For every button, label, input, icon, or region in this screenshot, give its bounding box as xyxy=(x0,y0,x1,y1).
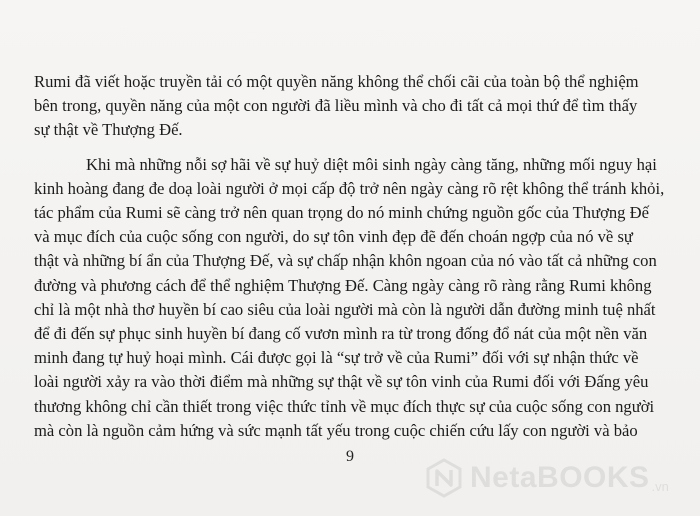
text-line: kinh hoàng đang đe doạ loài người ở mọi cấp độ trở nên ngày càng rõ rệt không thể tránh khỏi, xyxy=(34,178,665,198)
text-line: mà còn là nguồn cảm hứng và sức mạnh tất yếu trong cuộc chiến cứu lấy con người và bảo xyxy=(34,420,638,440)
text-line: chỉ là một nhà thơ huyền bí cao siêu của loài người mà còn là người dẫn đường minh tuệ nhất xyxy=(34,299,656,319)
n-hexagon-logo-icon xyxy=(424,458,464,498)
watermark xyxy=(424,452,692,504)
paragraph-1 xyxy=(34,70,680,143)
text-line: Khi mà những nỗi sợ hãi về sự huỷ diệt môi sinh ngày càng tăng, những mối nguy hại xyxy=(86,154,657,174)
text-line: đường và phương cách để thể nghiệm Thượng Đế. Càng ngày càng rõ ràng rằng Rumi không xyxy=(34,275,652,295)
text-line: sự thật về Thượng Đế. xyxy=(34,120,183,140)
text-line: thật và những bí ẩn của Thượng Đế, và sự chấp nhận khôn ngoan của nó vào tất cả những con xyxy=(34,251,657,271)
text-line: để đi đến sự phục sinh huyền bí đang cố vươn mình ra từ trong đống đổ nát của một nền văn xyxy=(34,324,648,344)
watermark-domain: .vn xyxy=(651,479,669,494)
text-line: minh đang tự huỷ hoại mình. Cái được gọi là “sự trở về của Rumi” đối với sự nhận thức về xyxy=(34,348,639,368)
text-line: tác phẩm của Rumi sẽ càng trở nên quan trọng do nó minh chứng nguồn gốc của Thượng Đế xyxy=(34,203,649,223)
paragraph-2 xyxy=(34,153,680,443)
body-text xyxy=(34,70,680,443)
text-line: Rumi đã viết hoặc truyền tải có một quyền năng không thể chối cãi của toàn bộ thể nghiệm xyxy=(34,72,639,91)
text-line: và mục đích của cuộc sống con người, do sự tôn vinh đẹp đẽ đến choán ngợp của nó về sự xyxy=(34,227,633,247)
text-line: bên trong, quyền năng của một con người đã liều mình và cho đi tất cả mọi thứ để tìm thấy xyxy=(34,96,638,116)
text-line: thương không chỉ cần thiết trong việc thức tỉnh về mục đích thực sự của cuộc sống con người xyxy=(34,396,655,416)
watermark-brand: NetaBOOKS xyxy=(470,461,650,494)
page-number: 9 xyxy=(346,448,354,465)
text-line: loài người xảy ra vào thời điểm mà những sự thật về sự tôn vinh của Rumi đối với Đấng yêu xyxy=(34,372,649,392)
